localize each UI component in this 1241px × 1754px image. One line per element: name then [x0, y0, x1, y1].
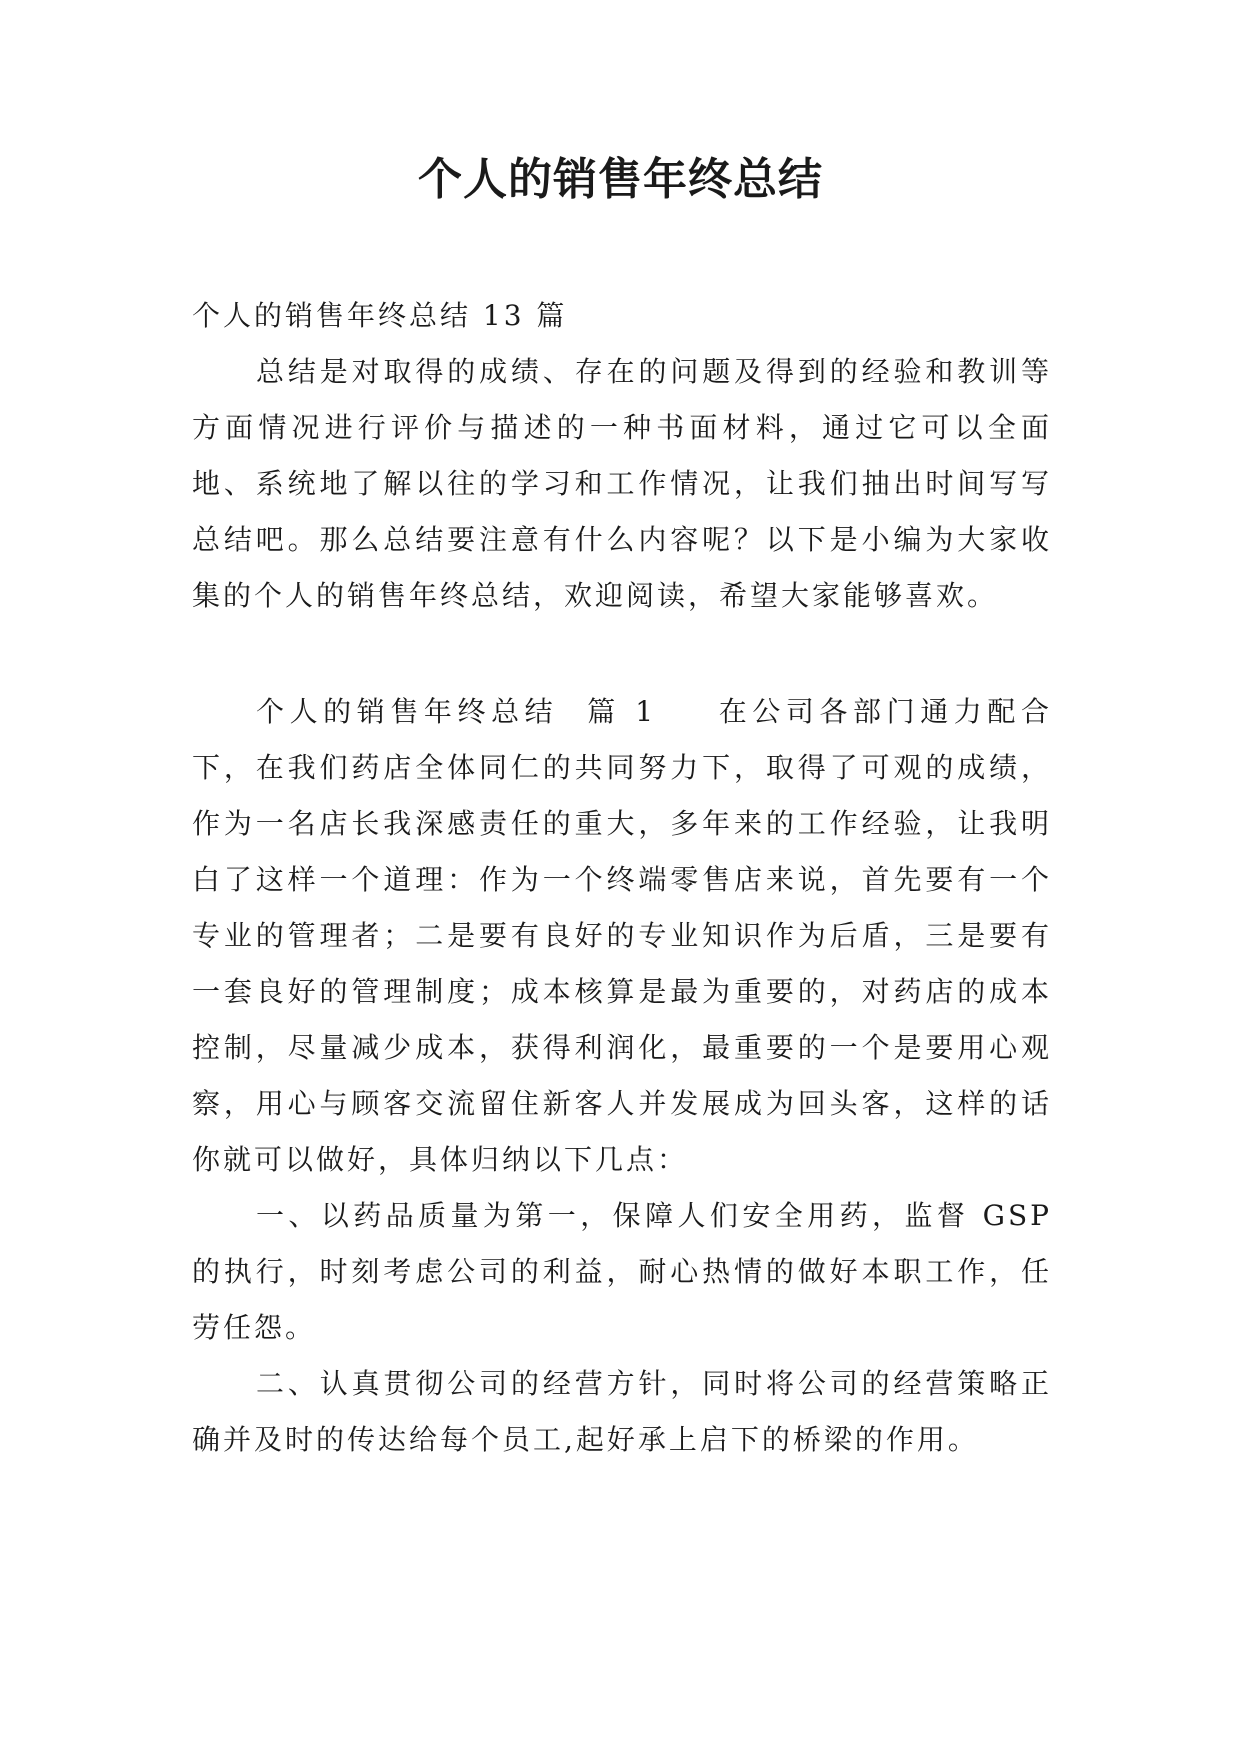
article-1-opening-text: 在公司各部门通力配合下，在我们药店全体同仁的共同努力下，取得了可观的成绩，作为一名店长我深感责任的重大，多年来的工作经验，让我明白了这样一个道理：作为一个终端零售店来说，首先要有一个专业的管理者；二是要有良好的专业知识作为后盾，三是要有一套良好的管理制度；成本核算是最为重要的，对药店的成本控制，尽量减少成本，获得利润化，最重要的一个是要用心观察，用心与顾客交流留住新客人并发展成为回头客，这样的话你就可以做好，具体归纳以下几点： — [192, 695, 1052, 1176]
article-1-heading: 个人的销售年终总结 篇 1 — [256, 695, 657, 728]
document-title: 个人的销售年终总结 — [418, 154, 823, 205]
intro-paragraph: 总结是对取得的成绩、存在的问题及得到的经验和教训等方面情况进行评价与描述的一种书面材料，通过它可以全面地、系统地了解以往的学习和工作情况，让我们抽出时间写写总结吧。那么总结要注意有什么内容呢？以下是小编为大家收集的个人的销售年终总结，欢迎阅读，希望大家能够喜欢。 — [192, 355, 1052, 612]
document-subtitle: 个人的销售年终总结 13 篇 — [192, 299, 568, 332]
document-body — [192, 288, 1052, 1468]
article-1-point-1: 一、以药品质量为第一，保障人们安全用药，监督 GSP 的执行，时刻考虑公司的利益，耐心热情的做好本职工作，任劳任怨。 — [192, 1199, 1052, 1344]
article-1-point-2: 二、认真贯彻公司的经营方针，同时将公司的经营策略正确并及时的传达给每个员工,起好承上启下的桥梁的作用。 — [192, 1367, 1052, 1456]
paragraph-gap — [192, 624, 1052, 684]
article-1-first-paragraph — [192, 684, 1052, 1188]
